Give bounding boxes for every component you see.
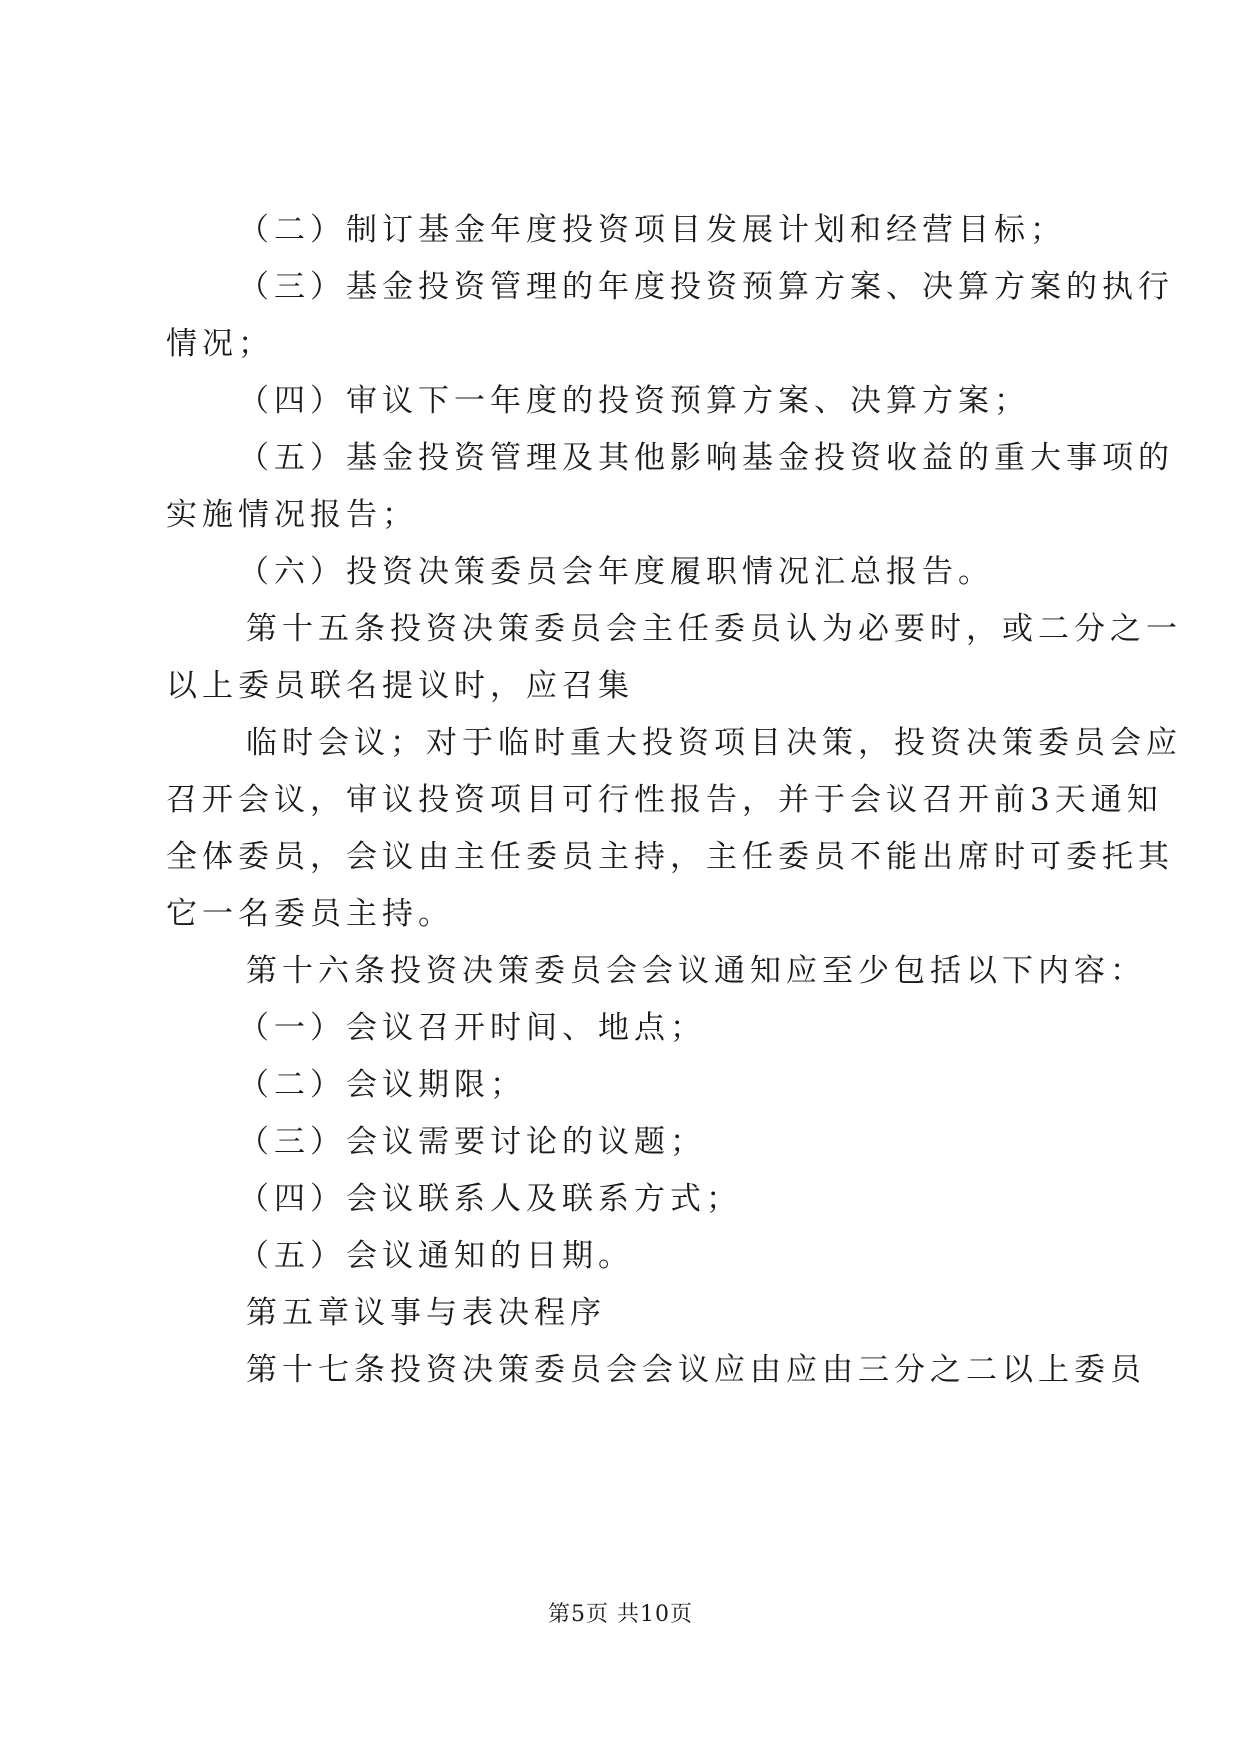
text-line: 临时会议；对于临时重大投资项目决策，投资决策委员会应 bbox=[246, 725, 1182, 761]
page-number-footer: 第5页 共10页 bbox=[548, 1602, 693, 1627]
text-line: （二）制订基金年度投资项目发展计划和经营目标； bbox=[238, 212, 1066, 248]
text-line: 第十六条投资决策委员会会议通知应至少包括以下内容： bbox=[246, 953, 1146, 989]
text-line: 情况； bbox=[166, 326, 274, 362]
text-line: （三）会议需要讨论的议题； bbox=[238, 1124, 706, 1160]
text-line: （六）投资决策委员会年度履职情况汇总报告。 bbox=[238, 554, 994, 590]
text-line: 它一名委员主持。 bbox=[166, 896, 454, 932]
text-line: （五）基金投资管理及其他影响基金投资收益的重大事项的 bbox=[238, 440, 1174, 476]
text-line: 第五章议事与表决程序 bbox=[246, 1295, 606, 1331]
text-line: （五）会议通知的日期。 bbox=[238, 1238, 634, 1274]
text-line: 全体委员，会议由主任委员主持，主任委员不能出席时可委托其 bbox=[166, 839, 1174, 875]
text-line: 以上委员联名提议时，应召集 bbox=[166, 668, 634, 704]
text-line: （三）基金投资管理的年度投资预算方案、决算方案的执行 bbox=[238, 269, 1174, 305]
text-line: 第十七条投资决策委员会会议应由应由三分之二以上委员 bbox=[246, 1352, 1146, 1388]
text-line: （四）审议下一年度的投资预算方案、决算方案； bbox=[238, 383, 1030, 419]
text-line: 第十五条投资决策委员会主任委员认为必要时，或二分之一 bbox=[246, 611, 1182, 647]
text-line: 实施情况报告； bbox=[166, 497, 418, 533]
text-line: （一）会议召开时间、地点； bbox=[238, 1010, 706, 1046]
text-line: 召开会议，审议投资项目可行性报告，并于会议召开前3天通知 bbox=[166, 782, 1163, 818]
text-line: （四）会议联系人及联系方式； bbox=[238, 1181, 742, 1217]
text-line: （二）会议期限； bbox=[238, 1067, 526, 1103]
